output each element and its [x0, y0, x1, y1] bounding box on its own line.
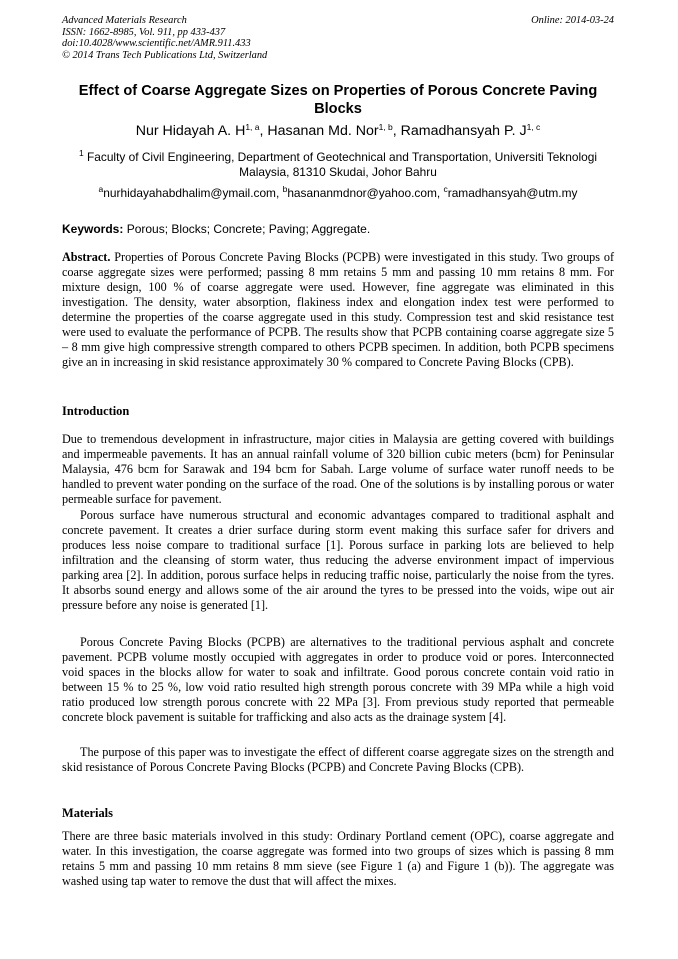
keywords-line: [62, 222, 614, 237]
copyright-line: © 2014 Trans Tech Publications Ltd, Switzerland: [62, 49, 268, 61]
email-address: hasananmdnor@yahoo.com: [287, 186, 437, 200]
affiliation-text: Faculty of Civil Engineering, Department of Geotechnical and Transportation, Universiti Teknologi Malaysia, 81310 Skudai, Johor Bahru: [87, 150, 598, 179]
journal-name: Advanced Materials Research: [62, 15, 187, 26]
email-address: nurhidayahabdhalim@ymail.com: [103, 186, 276, 200]
affiliation: [62, 150, 614, 180]
abstract-text: Properties of Porous Concrete Paving Blocks (PCPB) were investigated in this study. Two groups of coarse aggregate sizes were performed; passing 8 mm retains 5 mm and passing 10 mm retains 8 mm. For mixture design, 100 % of coarse aggregate were used. However, fine aggregate was eliminated in this investigation. The density, water absorption, flakiness index and elongation index test were performed to determine the properties of the coarse aggregate used in this study. Compression test and skid resistance test were used to evaluate the performance of PCPB. The results show that PCPB containing coarse aggregate size 5 – 8 mm give high compressive strength compared to others PCPB specimen. In addition, both PCPB specimens give an in increasing in skid resistance approximately 30 % compared to Concrete Paving Blocks (CPB).: [62, 250, 614, 369]
email-address: ramadhansyah@utm.my: [447, 186, 578, 200]
issn-line: ISSN: 1662-8985, Vol. 911, pp 433-437: [62, 26, 226, 38]
author-name: Nur Hidayah A. H: [135, 123, 246, 139]
affiliation-mark: 1: [78, 148, 84, 158]
author-superscript: 1, c: [526, 122, 541, 132]
intro-paragraph: Porous surface have numerous structural and economic advantages compared to traditional asphalt and concrete pavement. It creates a drier surface during storm event making this surface safer for drivers and produces less noise compare to traditional surface [1]. Porous surface in parking lots are believed to help infiltration and the cleansing of storm water, thus reducing the adverse environment impact of impervious parking area [2]. In addition, porous surface helps in reducing traffic noise, particularly the noise from the tyres. It absorbs sound energy and allows some of the air around the tyres to be pressed into the voids, wipe out air pressure before any noise is generated [1].: [62, 508, 614, 612]
intro-paragraph: Porous Concrete Paving Blocks (PCPB) are alternatives to the traditional pervious asphalt and concrete pavement. PCPB volume mostly occupied with aggregates in order to produce void or pores. Interconnected void spaces in the blocks allow for water to soak and infiltrate. Good porous concrete contain void ratio in between 15 % to 25 %, low void ratio resulted high strength porous concrete with 39 MPa while a high void ratio produced low strength porous concrete with 22 MPa [3]. From previous study reported that permeable concrete block pavement is suitable for trafficking and also acts as the drainage system [4].: [62, 635, 614, 724]
keywords-text: Porous; Blocks; Concrete; Paving; Aggregate.: [126, 222, 371, 236]
intro-paragraph: Due to tremendous development in infrastructure, major cities in Malaysia are getting covered with buildings and impermeable pavements. It has an annual rainfall volume of 320 billion cubic meters (bcm) for Peninsular Malaysia, 476 bcm for Sarawak and 194 bcm for Sabah. Large volume of surface water runoff needs to be handled to prevent water ponding on the surface of the road. One of the solutions is by installing porous or water permeable surface for pavement.: [62, 432, 614, 506]
journal-header: [62, 15, 267, 61]
email-mark: b: [282, 184, 288, 194]
author-list: [62, 122, 614, 140]
doi-line: doi:10.4028/www.scientific.net/AMR.911.433: [62, 38, 251, 50]
author-separator: ,: [392, 123, 401, 139]
email-list: [62, 186, 614, 201]
author-name: Ramadhansyah P. J: [400, 123, 527, 139]
keywords-label: Keywords:: [62, 222, 124, 236]
author-superscript: 1, b: [378, 122, 393, 132]
materials-paragraph: There are three basic materials involved in this study: Ordinary Portland cement (OPC), coarse aggregate and water. In this investigation, the coarse aggregate was formed into two groups of sizes which is passing 8 mm retains 5 mm and passing 10 mm retains 8 mm sieve (see Figure 1 (a) and Figure 1 (b)). The aggregate was washed using tap water to remove the dust that will affect the mixes.: [62, 829, 614, 888]
email-separator: ,: [436, 186, 444, 200]
email-mark: a: [98, 184, 104, 194]
intro-paragraph: The purpose of this paper was to investigate the effect of different coarse aggregate sizes on the strength and skid resistance of Porous Concrete Paving Blocks (PCPB) and Concrete Paving Blocks (CPB).: [62, 745, 614, 774]
email-separator: ,: [275, 186, 283, 200]
author-superscript: 1, a: [245, 122, 260, 132]
author-separator: ,: [259, 123, 268, 139]
section-heading-introduction: Introduction: [62, 404, 130, 418]
abstract-label: Abstract.: [62, 250, 111, 264]
online-date: Online: 2014-03-24: [531, 15, 614, 26]
email-mark: c: [443, 184, 448, 194]
section-heading-materials: Materials: [62, 806, 113, 820]
author-name: Hasanan Md. Nor: [267, 123, 379, 139]
paper-title: Effect of Coarse Aggregate Sizes on Properties of Porous Concrete Paving Blocks: [78, 83, 598, 117]
abstract: [62, 250, 614, 370]
